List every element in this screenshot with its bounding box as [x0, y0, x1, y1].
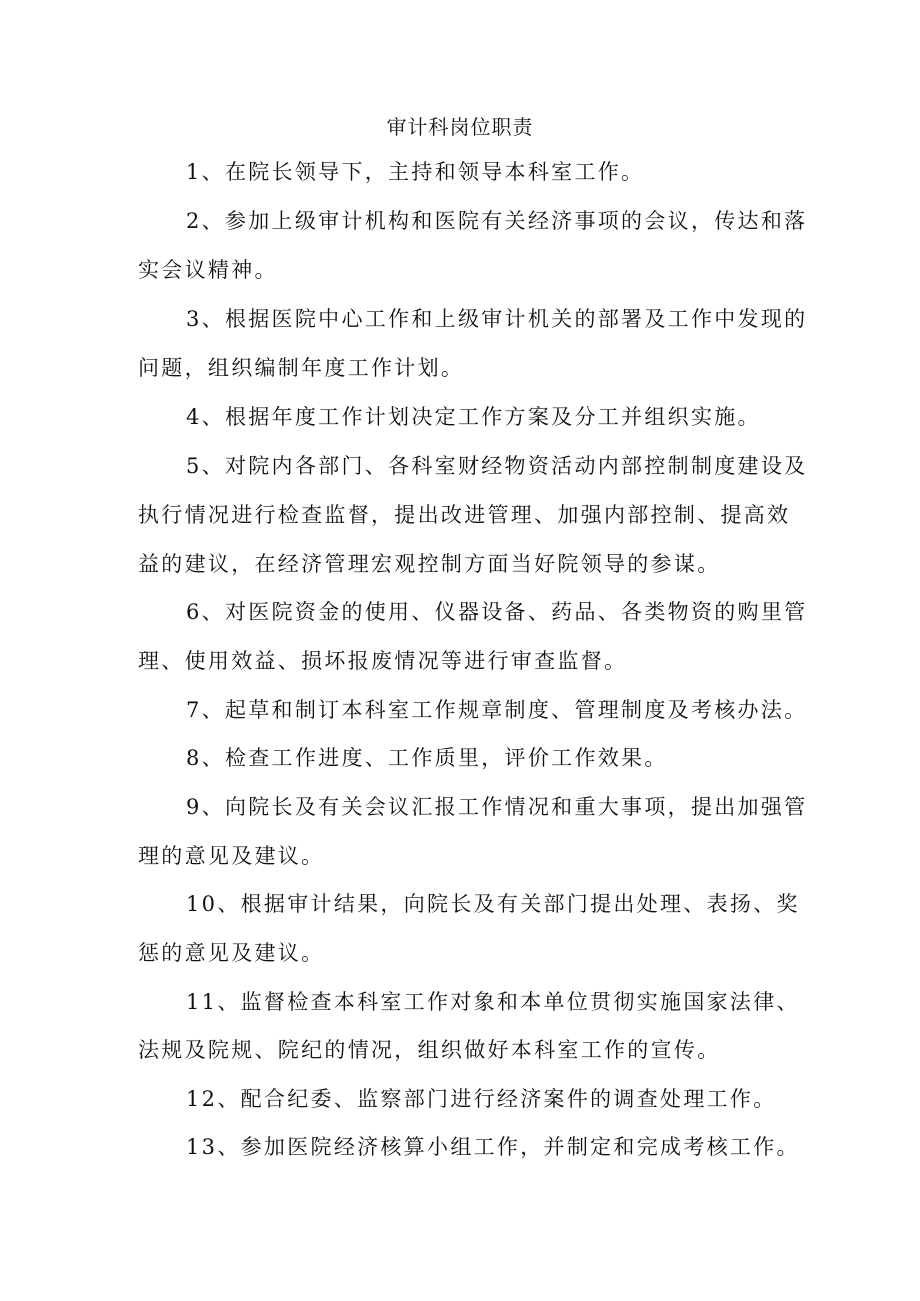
duty-item-6-continued: 理、使用效益、损坏报废情况等进行审查监督。	[138, 649, 628, 673]
duty-item-9-continued: 理的意见及建议。	[138, 844, 325, 868]
duty-item-11-continued: 法规及院规、院纪的情况，组织做好本科室工作的宣传。	[138, 1038, 721, 1062]
duty-item-10-continued: 惩的意见及建议。	[138, 941, 325, 965]
duty-item-8: 8、检查工作进度、工作质里，评价工作效果。	[186, 746, 668, 770]
duty-item-2: 2、参加上级审计机构和医院有关经济事项的会议，传达和落	[186, 209, 808, 233]
duty-item-1: 1、在院长领导下，主持和领导本科室工作。	[186, 160, 645, 184]
duty-item-4: 4、根据年度工作计划决定工作方案及分工并组织实施。	[186, 405, 761, 429]
duty-item-9: 9、向院长及有关会议汇报工作情况和重大事项，提出加强管	[186, 795, 808, 819]
duty-item-2-continued: 实会议精神。	[138, 258, 278, 282]
duty-item-7: 7、起草和制订本科室工作规章制度、管理制度及考核办法。	[186, 698, 808, 722]
duty-item-5-continued: 执行情况进行检查监督，提出改进管理、加强内部控制、提高效	[138, 503, 791, 527]
duty-item-12: 12、配合纪委、监察部门进行经济案件的调查处理工作。	[186, 1087, 777, 1111]
duty-item-5-continued: 益的建议，在经济管理宏观控制方面当好院领导的参谋。	[138, 552, 721, 576]
page-title: 审计科岗位职责	[386, 115, 534, 139]
duty-item-11: 11、监督检查本科室工作对象和本单位贯彻实施国家法律、	[186, 990, 800, 1014]
duty-item-5: 5、对院内各部门、各科室财经物资活动内部控制制度建设及	[186, 454, 808, 478]
duty-item-10: 10、根据审计结果，向院长及有关部门提出处理、表扬、奖	[186, 892, 800, 916]
duty-item-6: 6、对医院资金的使用、仪器设备、药品、各类物资的购里管	[186, 600, 808, 624]
duty-item-3: 3、根据医院中心工作和上级审计机关的部署及工作中发现的	[186, 307, 808, 331]
duty-item-3-continued: 问题，组织编制年度工作计划。	[138, 356, 465, 380]
duty-item-13: 13、参加医院经济核算小组工作，并制定和完成考核工作。	[186, 1135, 800, 1159]
